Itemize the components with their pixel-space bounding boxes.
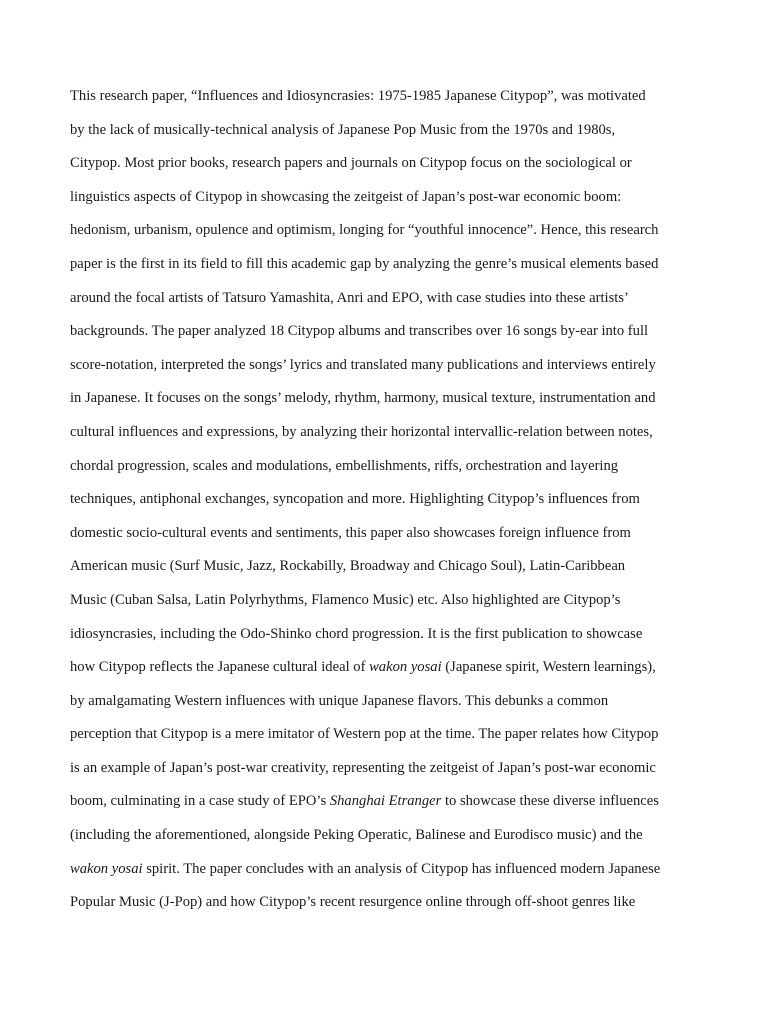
text-line xyxy=(70,655,710,689)
text-segment: spirit. The paper concludes with an analysis of Citypop has influenced modern Japanese xyxy=(142,860,661,877)
text-line xyxy=(70,857,710,891)
text-line: domestic socio-cultural events and sentiments, this paper also showcases foreign influence from xyxy=(70,524,631,541)
text-segment: (Japanese spirit, Western learnings), xyxy=(441,659,656,676)
italic-term: wakon yosai xyxy=(369,659,442,676)
text-line: around the focal artists of Tatsuro Yamashita, Anri and EPO, with case studies into these artists’ xyxy=(70,289,629,306)
text-line: by amalgamating Western influences with unique Japanese flavors. This debunks a common xyxy=(70,692,609,709)
text-segment: to showcase these diverse influences xyxy=(441,793,659,810)
text-line: (including the aforementioned, alongside Peking Operatic, Balinese and Eurodisco music) and the xyxy=(70,827,643,844)
text-line: Popular Music (J-Pop) and how Citypop’s recent resurgence online through off-shoot genres like xyxy=(70,894,636,911)
italic-term: wakon yosai xyxy=(70,860,143,877)
text-line: techniques, antiphonal exchanges, syncopation and more. Highlighting Citypop’s influences from xyxy=(70,491,640,508)
text-line: paper is the first in its field to fill this academic gap by analyzing the genre’s musical elements based xyxy=(70,255,659,272)
text-line: is an example of Japan’s post-war creativity, representing the zeitgeist of Japan’s post-war economic xyxy=(70,759,656,776)
text-segment: boom, culminating in a case study of EPO’s xyxy=(70,793,330,810)
text-line: hedonism, urbanism, opulence and optimism, longing for “youthful innocence”. Hence, this research xyxy=(70,222,659,239)
text-line: in Japanese. It focuses on the songs’ melody, rhythm, harmony, musical texture, instrumentation and xyxy=(70,390,656,407)
text-line: American music (Surf Music, Jazz, Rockabilly, Broadway and Chicago Soul), Latin-Caribbean xyxy=(70,558,626,575)
text-line: by the lack of musically-technical analysis of Japanese Pop Music from the 1970s and 1980s, xyxy=(70,121,616,138)
text-line xyxy=(70,789,710,823)
text-line: linguistics aspects of Citypop in showcasing the zeitgeist of Japan’s post-war economic boom: xyxy=(70,188,622,205)
text-line: This research paper, “Influences and Idiosyncrasies: 1975-1985 Japanese Citypop”, was motivated xyxy=(70,88,646,104)
text-line: chordal progression, scales and modulations, embellishments, riffs, orchestration and layering xyxy=(70,457,619,474)
text-line: backgrounds. The paper analyzed 18 Citypop albums and transcribes over 16 songs by-ear into full xyxy=(70,323,649,340)
text-line: Music (Cuban Salsa, Latin Polyrhythms, Flamenco Music) etc. Also highlighted are Citypop’s xyxy=(70,591,621,608)
text-segment: how Citypop reflects the Japanese cultural ideal of xyxy=(70,659,370,676)
italic-title: Shanghai Etranger xyxy=(329,793,442,810)
text-line: idiosyncrasies, including the Odo-Shinko chord progression. It is the first publication to showcase xyxy=(70,625,643,642)
text-line: Citypop. Most prior books, research papers and journals on Citypop focus on the sociological or xyxy=(70,155,632,172)
text-line: score-notation, interpreted the songs’ lyrics and translated many publications and interviews entirely xyxy=(70,356,656,373)
text-line: perception that Citypop is a mere imitator of Western pop at the time. The paper relates how Citypop xyxy=(70,726,659,743)
abstract-paragraph xyxy=(70,84,710,924)
text-line: cultural influences and expressions, by analyzing their horizontal intervallic-relation between notes, xyxy=(70,423,653,440)
